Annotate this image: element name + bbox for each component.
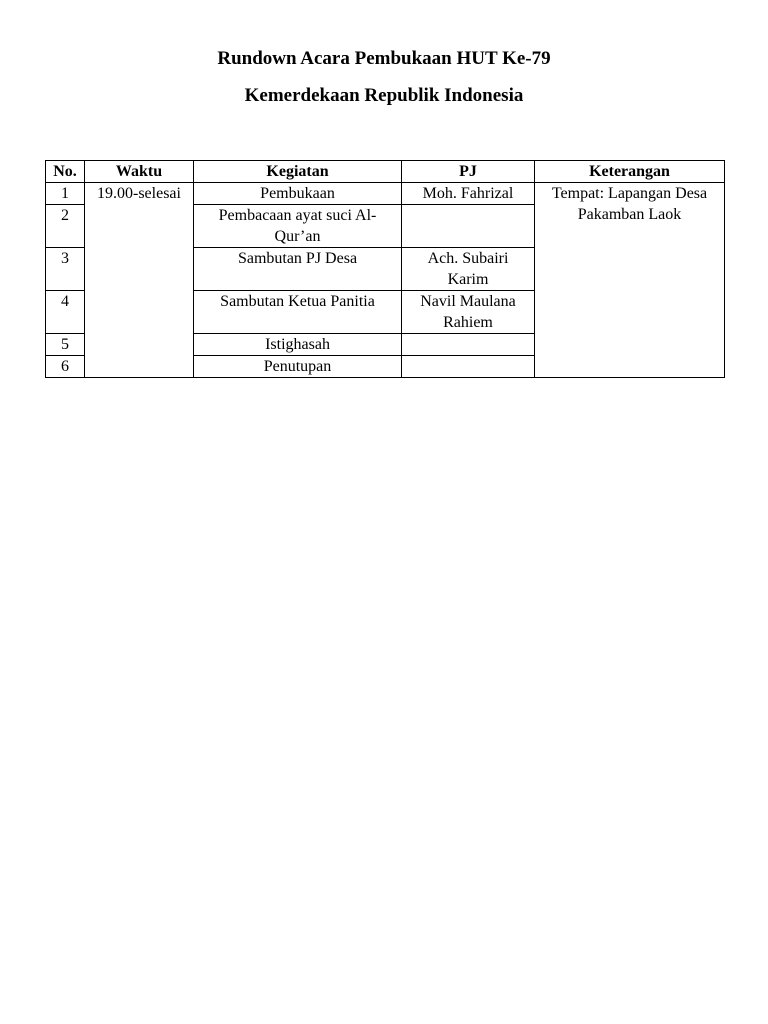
waktu-cell: 19.00-selesai	[85, 183, 194, 378]
kegiatan-cell: Sambutan Ketua Panitia	[194, 291, 402, 334]
table-header-row	[46, 161, 725, 183]
header-no: No.	[46, 161, 85, 183]
kegiatan-cell: Sambutan PJ Desa	[194, 248, 402, 291]
document-title: Rundown Acara Pembukaan HUT Ke-79	[217, 48, 551, 69]
pj-cell	[402, 334, 535, 356]
row-number: 6	[46, 356, 85, 378]
kegiatan-cell: Pembacaan ayat suci Al-Qur’an	[194, 205, 402, 248]
header-keterangan: Keterangan	[535, 161, 725, 183]
pj-cell: Navil Maulana Rahiem	[402, 291, 535, 334]
header-kegiatan: Kegiatan	[194, 161, 402, 183]
keterangan-cell: Tempat: Lapangan Desa Pakamban Laok	[535, 183, 725, 378]
header-waktu: Waktu	[85, 161, 194, 183]
pj-cell	[402, 356, 535, 378]
document-subtitle: Kemerdekaan Republik Indonesia	[244, 85, 524, 106]
row-number: 1	[46, 183, 85, 205]
pj-cell: Ach. Subairi Karim	[402, 248, 535, 291]
kegiatan-cell: Istighasah	[194, 334, 402, 356]
kegiatan-cell: Penutupan	[194, 356, 402, 378]
pj-cell: Moh. Fahrizal	[402, 183, 535, 205]
row-number: 5	[46, 334, 85, 356]
kegiatan-cell: Pembukaan	[194, 183, 402, 205]
rundown-table	[45, 160, 725, 378]
header-pj: PJ	[402, 161, 535, 183]
row-number: 4	[46, 291, 85, 334]
table-row	[46, 183, 725, 205]
row-number: 2	[46, 205, 85, 248]
pj-cell	[402, 205, 535, 248]
row-number: 3	[46, 248, 85, 291]
